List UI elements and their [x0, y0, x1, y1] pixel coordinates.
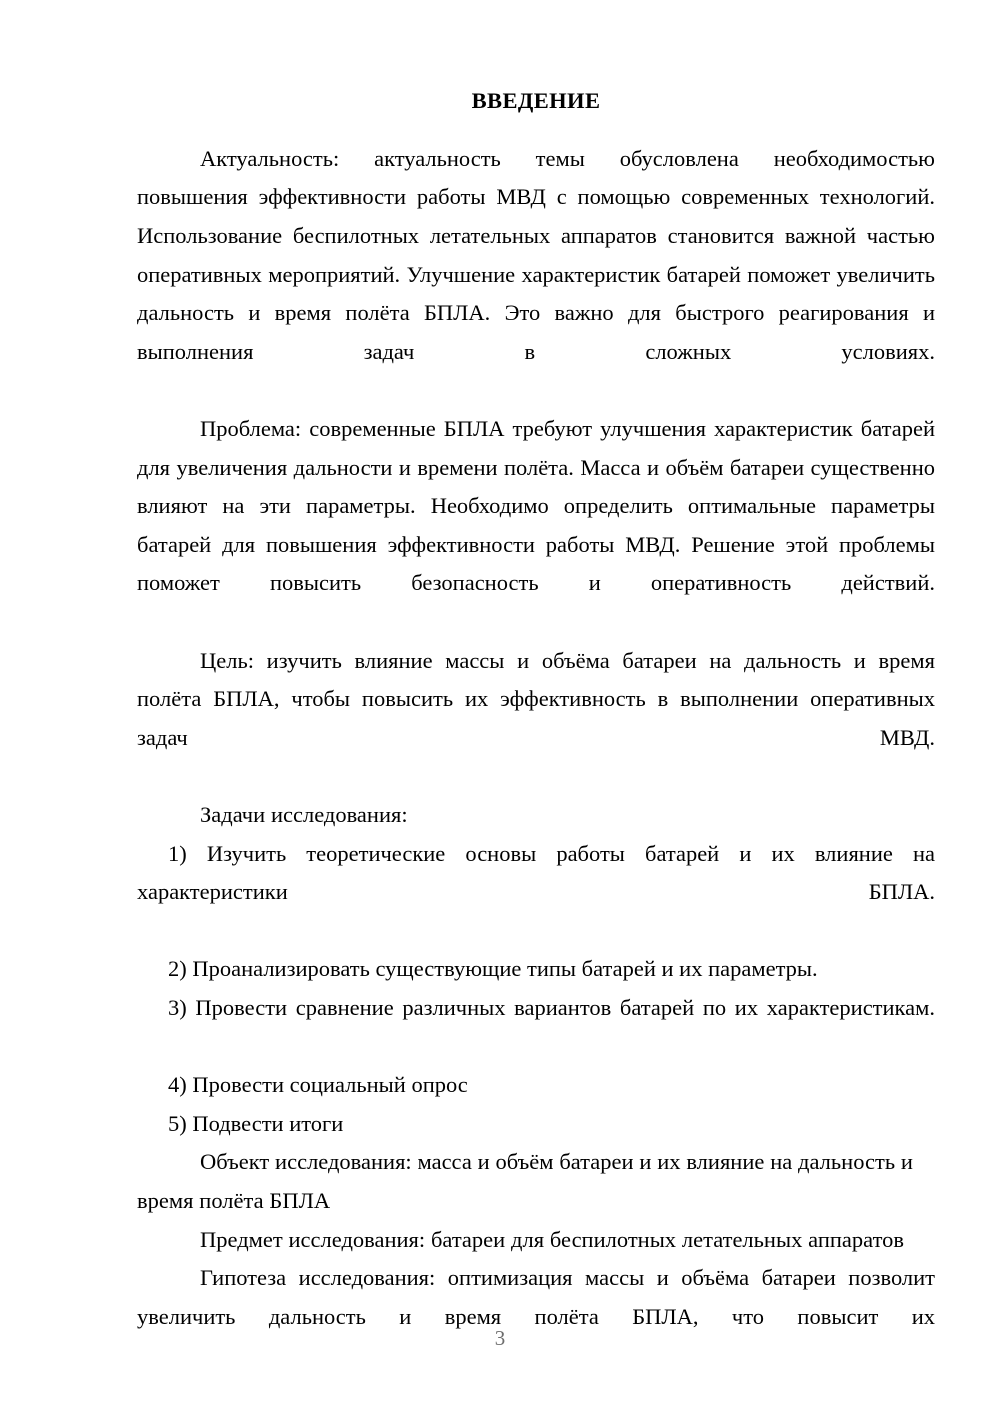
paragraph-goal: Цель: изучить влияние массы и объёма батареи на дальность и время полёта БПЛА, чтобы повысить их эффективность в выполнении оперативных задач МВД.	[137, 647, 935, 750]
paragraph-tasks-heading: Задачи исследования:	[200, 801, 408, 827]
page-number: 3	[494, 1326, 506, 1350]
paragraph-problem: Проблема: современные БПЛА требуют улучшения характеристик батарей для увеличения дальности и времени полёта. Масса и объём батареи существенно влияют на эти параметры. Необходимо определить оптимальные параметры батарей для повышения эффективности работы МВД. Решение этой проблемы поможет повысить безопасность и оперативность действий.	[137, 416, 935, 596]
paragraph-subject: Предмет исследования: батареи для беспилотных летательных аппаратов	[200, 1226, 904, 1252]
task-item-1: 1) Изучить теоретические основы работы батарей и их влияние на характеристики БПЛА.	[137, 840, 935, 905]
document-body	[137, 88, 935, 1375]
page-title: ВВЕДЕНИЕ	[471, 88, 601, 113]
paragraph-relevance: Актуальность: актуальность темы обусловлена необходимостью повышения эффективности работы МВД с помощью современных технологий. Использование беспилотных летательных аппаратов становится важной частью оперативных мероприятий. Улучшение характеристик батарей поможет увеличить дальность и время полёта БПЛА. Это важно для быстрого реагирования и выполнения задач в сложных условиях.	[137, 145, 935, 364]
task-item-2: 2) Проанализировать существующие типы батарей и их параметры.	[168, 956, 818, 982]
task-item-4: 4) Провести социальный опрос	[168, 1072, 468, 1098]
paragraph-hypothesis: Гипотеза исследования: оптимизация массы и объёма батареи позволит увеличить дальность и время полёта БПЛА, что повысит их	[137, 1265, 935, 1329]
task-item-5: 5) Подвести итоги	[168, 1110, 344, 1136]
task-item-3: 3) Провести сравнение различных вариантов батарей по их характеристикам.	[168, 994, 935, 1020]
paragraph-object: Объект исследования: масса и объём батареи и их влияние на дальность и время полёта БПЛА	[137, 1149, 913, 1213]
